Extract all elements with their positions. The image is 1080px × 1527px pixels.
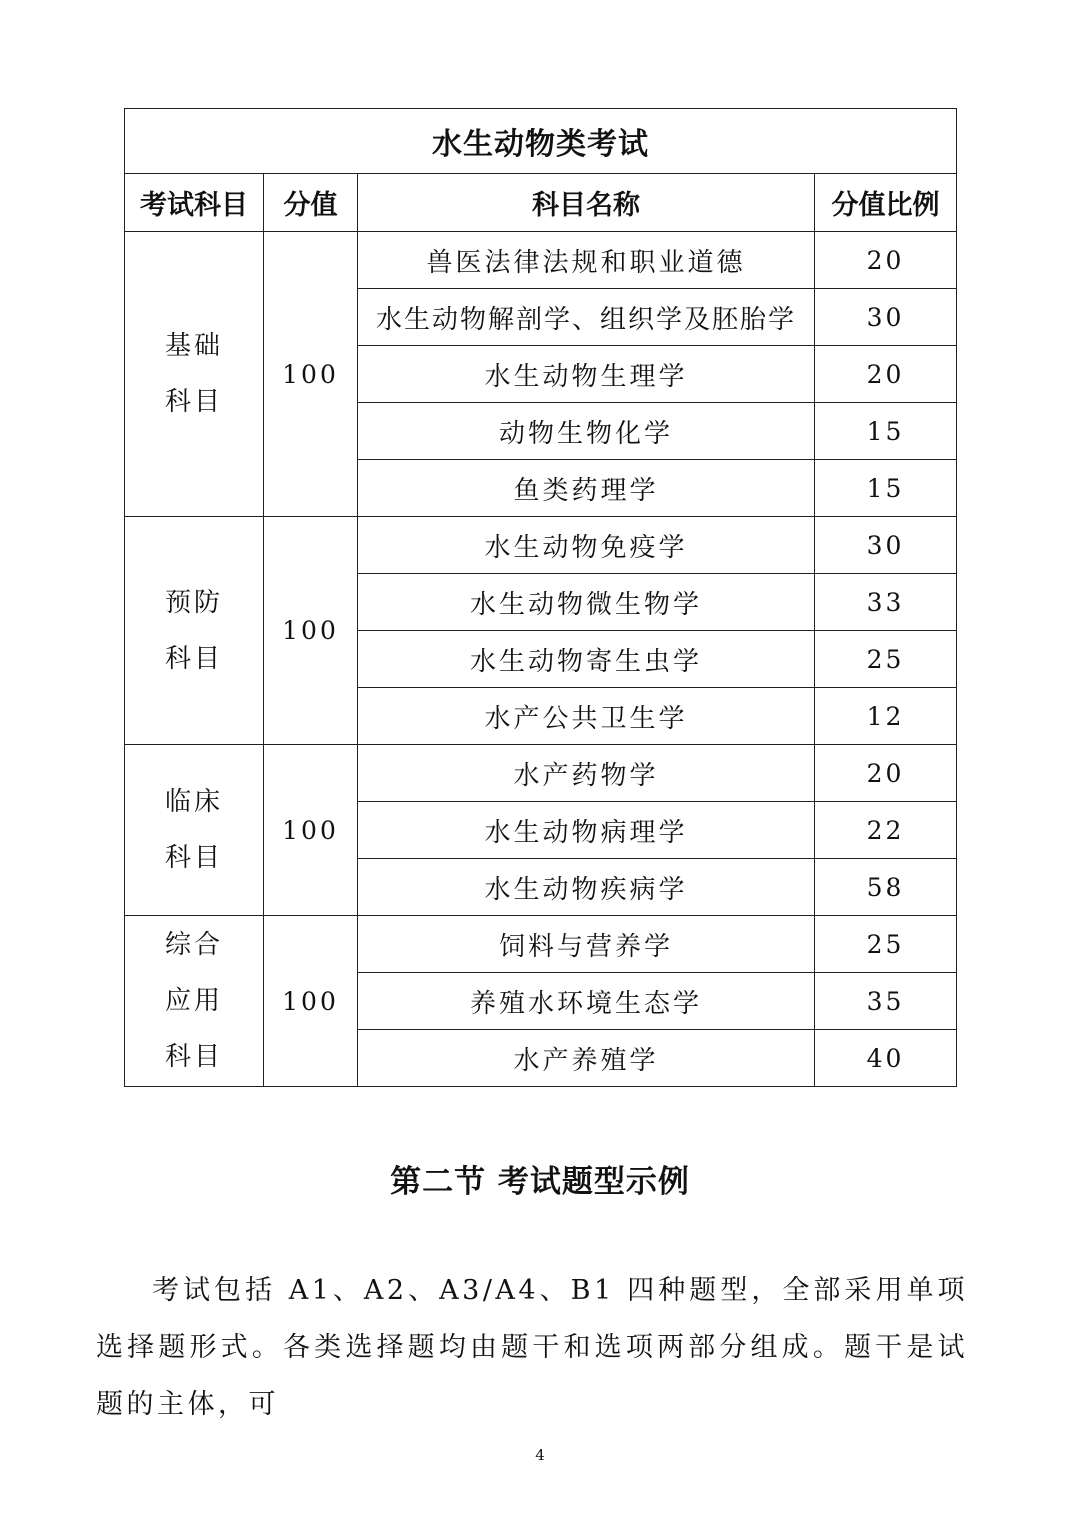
subject-ratio: 35 bbox=[815, 973, 957, 1030]
subject-name: 饲料与营养学 bbox=[358, 916, 815, 973]
subject-name: 养殖水环境生态学 bbox=[358, 973, 815, 1030]
subject-name: 水生动物免疫学 bbox=[358, 517, 815, 574]
subject-ratio: 22 bbox=[815, 802, 957, 859]
table-row bbox=[125, 232, 957, 289]
group-score: 100 bbox=[264, 517, 358, 745]
subject-name: 水生动物解剖学、组织学及胚胎学 bbox=[358, 289, 815, 346]
group-label-comprehensive bbox=[125, 916, 264, 1087]
subject-ratio: 30 bbox=[815, 289, 957, 346]
subject-ratio: 33 bbox=[815, 574, 957, 631]
group-label-line: 临床 bbox=[164, 787, 223, 817]
table-body bbox=[125, 232, 957, 1087]
group-label-line: 预防 bbox=[164, 587, 223, 618]
subject-name: 水生动物疾病学 bbox=[358, 859, 815, 916]
subject-name: 水生动物微生物学 bbox=[358, 574, 815, 631]
header-score: 分值 bbox=[264, 174, 358, 232]
group-label-line: 科目 bbox=[164, 643, 223, 674]
subject-ratio: 20 bbox=[815, 232, 957, 289]
group-label-line: 综合 bbox=[164, 930, 223, 960]
subject-name: 水生动物寄生虫学 bbox=[358, 631, 815, 688]
subject-name: 水产药物学 bbox=[358, 745, 815, 802]
subject-ratio: 58 bbox=[815, 859, 957, 916]
table-row bbox=[125, 517, 957, 574]
header-subject-name: 科目名称 bbox=[358, 174, 815, 232]
subject-name: 动物生物化学 bbox=[358, 403, 815, 460]
subject-ratio: 25 bbox=[815, 916, 957, 973]
subject-ratio: 15 bbox=[815, 403, 957, 460]
subject-name: 水生动物病理学 bbox=[358, 802, 815, 859]
subject-name: 兽医法律法规和职业道德 bbox=[358, 232, 815, 289]
group-score: 100 bbox=[264, 745, 358, 916]
table-title: 水生动物类考试 bbox=[125, 109, 957, 174]
subject-name: 鱼类药理学 bbox=[358, 460, 815, 517]
table-row bbox=[125, 916, 957, 973]
exam-subject-table bbox=[124, 108, 957, 1087]
subject-ratio: 30 bbox=[815, 517, 957, 574]
group-label-line: 基础 bbox=[164, 331, 223, 361]
subject-name: 水产公共卫生学 bbox=[358, 688, 815, 745]
group-label-clinical bbox=[125, 745, 264, 916]
group-label-line: 科目 bbox=[164, 1042, 223, 1072]
subject-name: 水产养殖学 bbox=[358, 1030, 815, 1087]
subject-ratio: 40 bbox=[815, 1030, 957, 1087]
header-score-ratio: 分值比例 bbox=[815, 174, 957, 232]
page-number: 4 bbox=[535, 1446, 545, 1464]
section-heading: 第二节 考试题型示例 bbox=[390, 1164, 690, 1200]
group-label-line: 应用 bbox=[164, 986, 223, 1016]
subject-ratio: 15 bbox=[815, 460, 957, 517]
table-row bbox=[125, 745, 957, 802]
subject-ratio: 12 bbox=[815, 688, 957, 745]
group-label-line: 科目 bbox=[164, 387, 223, 417]
subject-ratio: 20 bbox=[815, 346, 957, 403]
group-label-basic bbox=[125, 232, 264, 517]
group-score: 100 bbox=[264, 916, 358, 1087]
body-paragraph: 考试包括 A1、A2、A3/A4、B1 四种题型，全部采用单项选择题形式。各类选择题均由题干和选项两部分组成。题干是试题的主体，可 bbox=[96, 1275, 968, 1420]
header-subject: 考试科目 bbox=[125, 174, 264, 232]
group-label-line: 科目 bbox=[164, 843, 223, 873]
subject-ratio: 25 bbox=[815, 631, 957, 688]
group-score: 100 bbox=[264, 232, 358, 517]
subject-ratio: 20 bbox=[815, 745, 957, 802]
subject-name: 水生动物生理学 bbox=[358, 346, 815, 403]
group-label-prevention bbox=[125, 517, 264, 745]
